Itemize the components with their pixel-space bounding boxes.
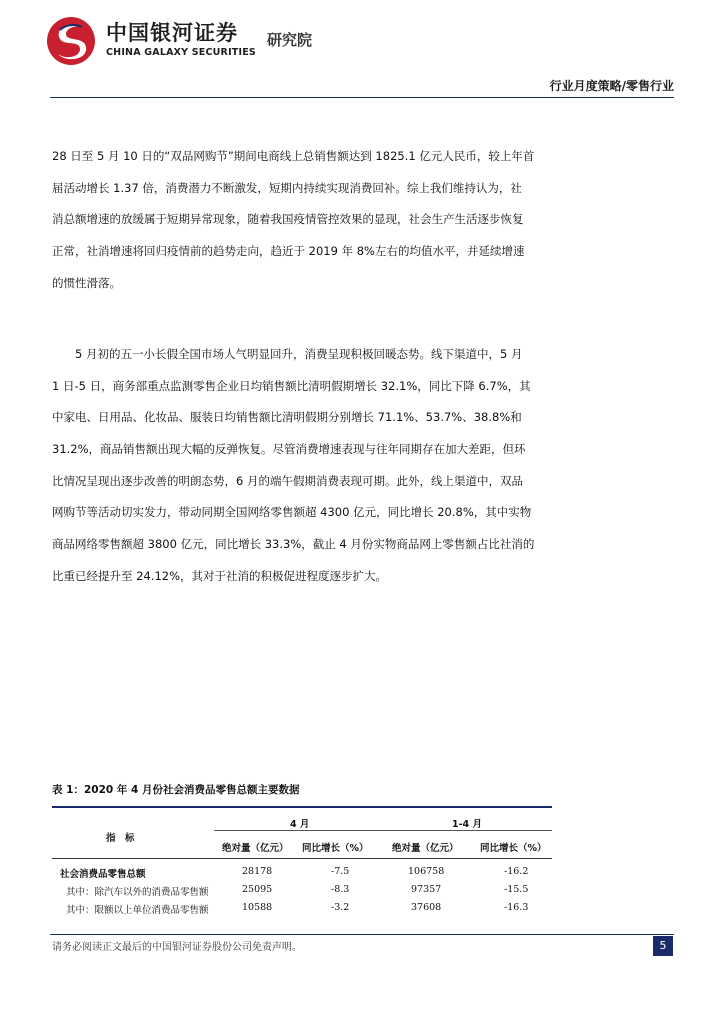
table-cell: -3.2 [331,902,350,913]
logo-research-institute: 研究院 [267,31,313,49]
page-header [0,0,724,100]
table-cell: 25095 [242,884,273,895]
footer-divider [50,934,674,935]
logo-english-name: CHINA GALAXY SECURITIES [106,47,256,58]
galaxy-logo-icon [46,16,96,66]
page-number-badge: 5 [653,936,673,956]
paragraph-line: 31.2%，商品销售额出现大幅的反弹恢复。尽管消费增速表现与往年同期存在加大差距，但环 [52,442,526,457]
col-header-abs-ytd: 绝对量（亿元） [392,843,459,854]
retail-sales-table [52,810,552,920]
indicator-header: 指 标 [106,833,135,844]
paragraph-line: 中家电、日用品、化妆品、服装日均销售额比清明假期分别增长 71.1%、53.7%、38.8%和 [52,410,522,425]
table-cell: 37608 [411,902,442,913]
column-group-april: 4 月 [290,819,310,830]
paragraph-line: 商品网络零售额超 3800 亿元，同比增长 33.3%，截止 4 月份实物商品网上零售额占比社消的 [52,537,535,552]
table-cell: 97357 [411,884,442,895]
table-cell: -7.5 [331,866,350,877]
table-cell: 28178 [242,866,273,877]
col-header-abs-april: 绝对量（亿元） [222,843,289,854]
body-paragraph-1 [52,141,670,299]
paragraph-line: 28 日至 5 月 10 日的“双品网购节”期间电商线上总销售额达到 1825.1 亿元人民币，较上年首 [52,149,535,163]
paragraph-line: 消总额增速的放缓属于短期异常现象，随着我国疫情管控效果的显现，社会生产生活逐步恢复 [52,212,524,227]
table-cell: -8.3 [331,884,350,895]
table-caption: 表 1：2020 年 4 月份社会消费品零售总额主要数据 [52,784,300,796]
logo-chinese-name: 中国银河证券 [106,21,238,45]
table-cell: -15.5 [504,884,529,895]
header-divider [50,97,674,98]
paragraph-line: 正常，社消增速将回归疫情前的趋势走向，趋近于 2019 年 8%左右的均值水平，并延续增速 [52,244,525,259]
body-paragraph-2 [52,339,670,593]
row-label: 其中：除汽车以外的消费品零售额 [66,887,209,898]
col-header-yoy-ytd: 同比增长（%） [480,843,547,854]
header-sub-rule [214,830,552,831]
report-section-title: 行业月度策略/零售行业 [549,79,674,93]
row-label: 其中：限额以上单位消费品零售额 [66,905,209,916]
paragraph-line: 的惯性滑落。 [52,275,121,290]
table-top-rule [52,806,552,808]
company-logo [32,13,312,69]
paragraph-line: 1 日-5 日，商务部重点监测零售企业日均销售额比清明假期增长 32.1%，同比下降 6.7%，其 [52,378,531,393]
footer-disclaimer: 请务必阅读正文最后的中国银河证券股份公司免责声明。 [52,942,302,953]
table-cell: 106758 [408,866,445,877]
paragraph-line: 5 月初的五一小长假全国市场人气明显回升，消费呈现积极回暖态势。线下渠道中，5 月 [75,347,523,361]
header-bottom-rule [52,858,552,859]
table-cell: -16.2 [504,866,529,877]
row-label: 社会消费品零售总额 [60,869,146,880]
paragraph-line: 届活动增长 1.37 倍，消费潜力不断激发，短期内持续实现消费回补。综上我们维持认为，社 [52,180,522,195]
table-cell: 10588 [242,902,273,913]
paragraph-line: 网购节等活动切实发力，带动同期全国网络零售额超 4300 亿元，同比增长 20.8%，其中实物 [52,505,532,520]
paragraph-line: 比情况呈现出逐步改善的明朗态势，6 月的端午假期消费表现可期。此外，线上渠道中，双品 [52,473,523,488]
paragraph-line: 比重已经提升至 24.12%，其对于社消的积极促进程度逐步扩大。 [52,568,388,583]
column-group-jan-apr: 1-4 月 [452,819,482,830]
col-header-yoy-april: 同比增长（%） [302,843,369,854]
table-cell: -16.3 [504,902,529,913]
